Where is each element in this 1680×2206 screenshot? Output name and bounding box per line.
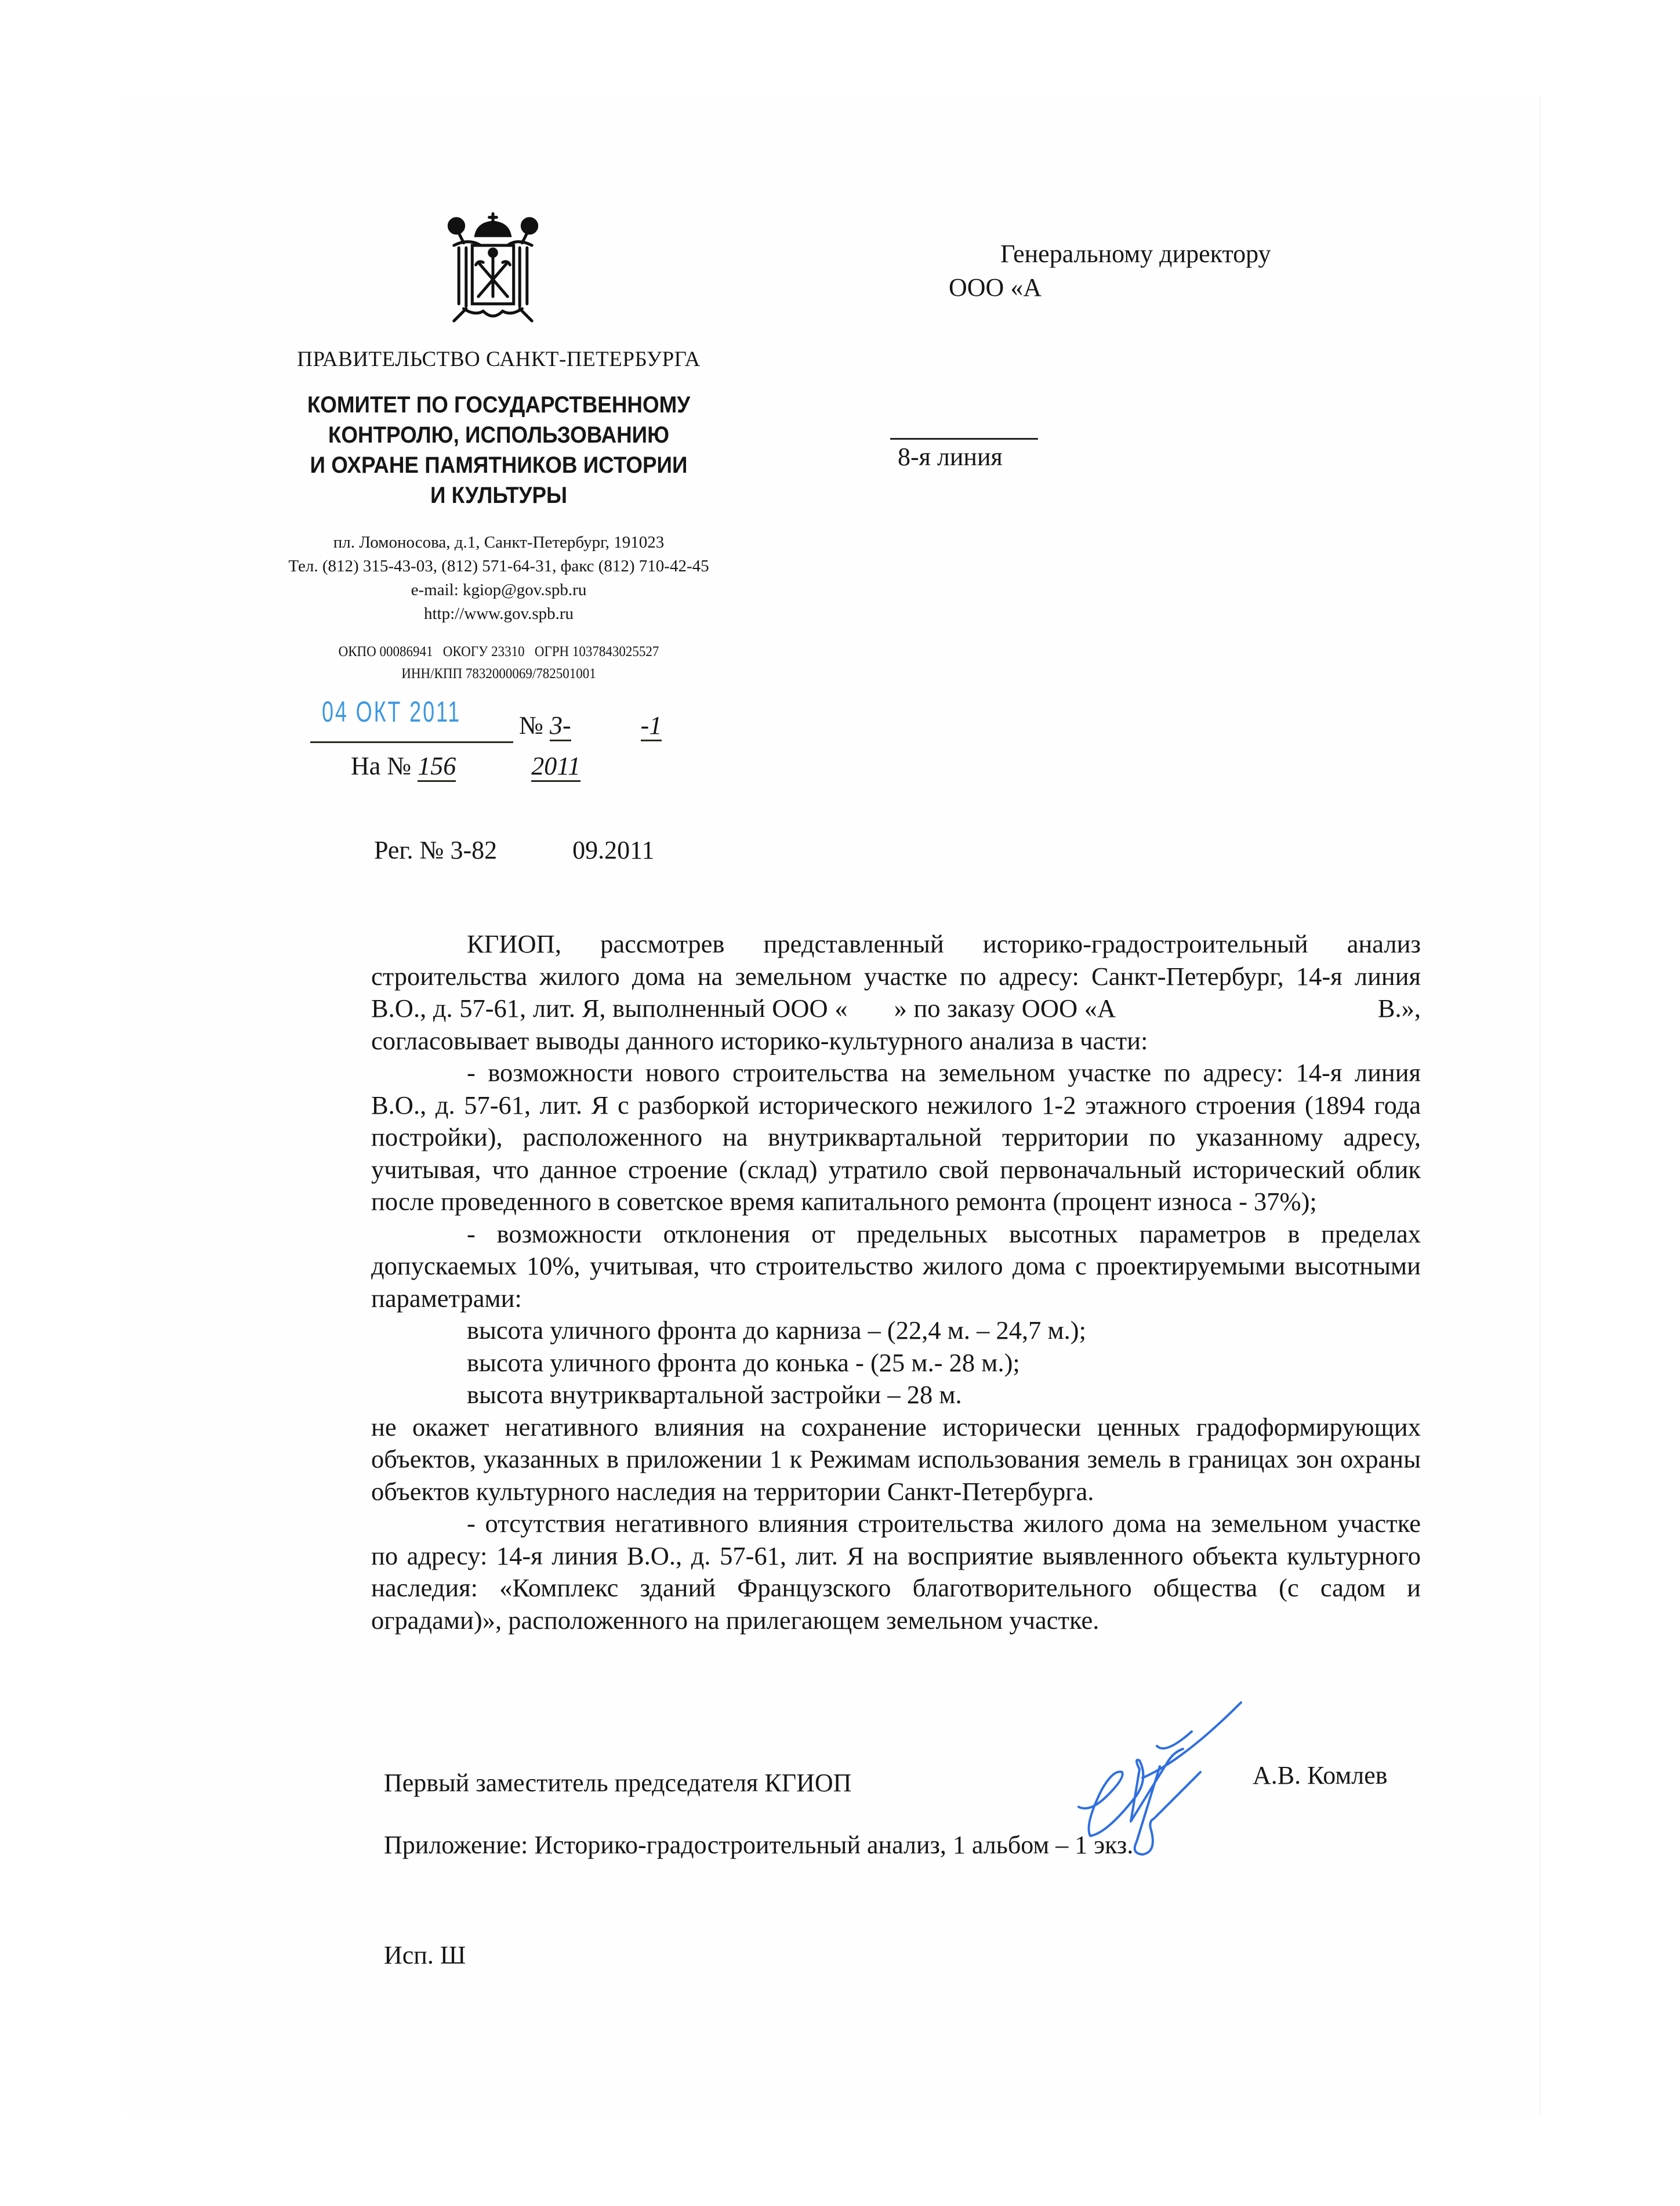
item-height-deviation: - возможности отклонения от предельных высотных параметров в пределах допускаемых 10%, учитывая, что строительство жилого дома с проектируемыми высотными параметрами: [371, 1219, 1421, 1313]
outgoing-number [519, 711, 662, 740]
government-name: ПРАВИТЕЛЬСТВО САНКТ-ПЕТЕРБУРГА [297, 347, 701, 371]
committee-line: КОНТРОЛЮ, ИСПОЛЬЗОВАНИЮ [328, 422, 670, 448]
height-deviation-conclusion: не окажет негативного влияния на сохранение исторически ценных градоформирующих объектов, указанных в приложении 1 к Режимам использования земель в границах зон охраны объектов культурного наследия на территории Санкт-Петербурга. [371, 1412, 1421, 1506]
signer-name: А.В. Комлев [1253, 1761, 1388, 1790]
outgoing-number-prefix: 3- [550, 711, 571, 741]
phone-numbers: Тел. (812) 315-43-03, (812) 571-64-31, факс (812) 710-42-45 [288, 557, 709, 575]
item-no-negative-impact: - отсутствия негативного влияния строительства жилого дома на земельном участке по адресу: 14-я линия В.О., д. 57-61, лит. Я на восприятие выявленного объекта культурного наследия: «Комплекс зданий Французского благотворительного общества (с садом и оградами)», расположенного на прилегающем земельном участке. [371, 1509, 1421, 1635]
website-url: http://www.gov.spb.ru [423, 604, 574, 623]
reference-number [351, 751, 580, 781]
registration-number [374, 835, 655, 865]
addressee-street: 8-я линия [898, 443, 1003, 471]
height-parameter: высота внутриквартальной застройки – 28 м. [467, 1380, 962, 1409]
executor-note: Исп. Ш [384, 1941, 466, 1969]
signer-title: Первый заместитель председателя КГИОП [384, 1769, 852, 1797]
date-underline [310, 741, 513, 743]
saint-petersburg-coat-of-arms-icon [432, 209, 554, 331]
postal-address: пл. Ломоносова, д.1, Санкт-Петербург, 191023 [333, 533, 665, 552]
addressee-underline [890, 438, 1038, 440]
tax-codes-line: ИНН/КПП 7832000069/782501001 [401, 666, 596, 682]
intro-text-mid: » по заказу ООО «А [894, 994, 1116, 1023]
contact-block [244, 531, 754, 626]
addressee-title: Генеральному директору [1000, 240, 1271, 268]
item-new-construction: - возможности нового строительства на земельном участке по адресу: 14-я линия В.О., д. 57-61, лит. Я с разборкой исторического нежилого 1-2 этажного строения (1894 года постройки), расположенного на внутриквартальной территории по указанному адресу, учитывая, что данное строение (склад) утратило свой первоначальный исторический облик после проведенного в советское время капитального ремонта (процент износа - 37%); [371, 1058, 1421, 1216]
height-parameter: высота уличного фронта до конька - (25 м.- 28 м.); [467, 1347, 1020, 1377]
intro-text: КГИОП, рассмотрев представленный историко-градостроительный анализ строительства жилого дома на земельном участке по адресу: Санкт-Петербург, 14-я линия В.О., д. 57-61, лит. Я, выполненный ООО « [371, 929, 1421, 1023]
email-address: e-mail: kgiop@gov.spb.ru [411, 581, 587, 599]
addressee-organization: ООО «А [949, 273, 1042, 302]
date-stamp: 04 ОКТ 2011 [322, 696, 462, 728]
attachment-note: Приложение: Историко-градостроительный анализ, 1 альбом – 1 экз. [384, 1831, 1134, 1859]
registry-codes-line: ОКПО 00086941 ОКОГУ 23310 ОГРН 1037843025527 [338, 644, 659, 660]
outgoing-number-suffix: -1 [641, 711, 662, 741]
reference-number-partial: 156 [418, 752, 456, 782]
height-parameter: высота уличного фронта до карниза – (22,4 м. – 24,7 м.); [467, 1316, 1086, 1345]
committee-line: И КУЛЬТУРЫ [430, 483, 568, 508]
letter-body [371, 928, 1421, 1636]
intro-text-end: В.», согласовывает выводы данного историко-культурного анализа в части: [371, 994, 1421, 1055]
intro-paragraph [371, 928, 1421, 1057]
committee-line: КОМИТЕТ ПО ГОСУДАРСТВЕННОМУ [307, 392, 691, 418]
reference-year: 2011 [531, 752, 580, 782]
registration-date-partial: 09.2011 [572, 836, 655, 864]
reference-label: На № [351, 752, 412, 780]
committee-name [264, 390, 734, 510]
number-sign: № [519, 711, 543, 740]
registry-codes [264, 641, 734, 685]
registration-label: Рег. № 3-82 [374, 836, 498, 864]
committee-line: И ОХРАНЕ ПАМЯТНИКОВ ИСТОРИИ [310, 452, 688, 478]
